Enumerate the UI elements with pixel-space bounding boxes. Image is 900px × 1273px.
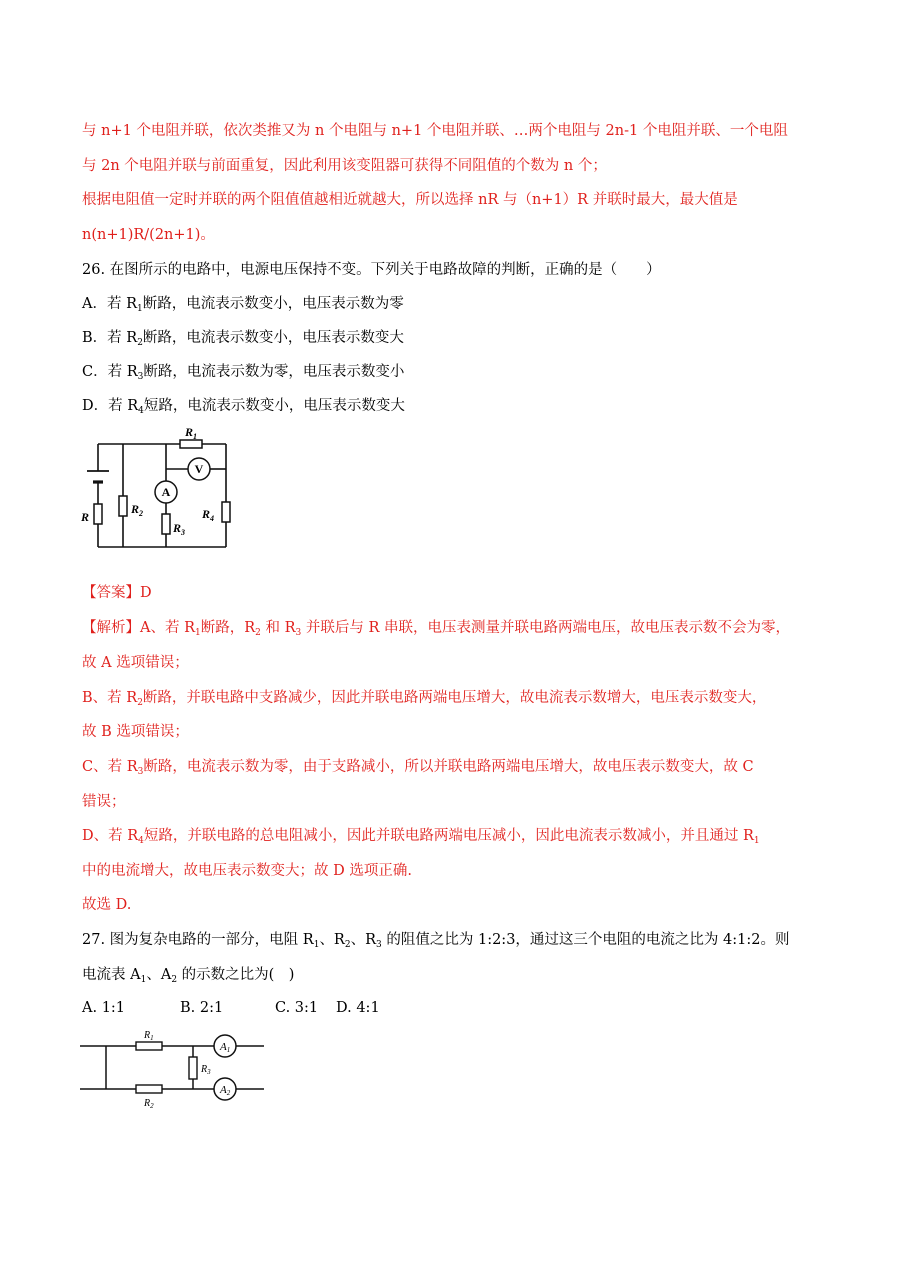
q26-analysis-d-cont: 中的电流增大，故电压表示数变大；故 D 选项正确. [82,863,412,879]
q26-analysis-a-cont: 故 A 选项错误； [82,655,189,671]
q26-option-a: A．若 $R_1$断路，电流表示数变小，电压表示数为零 [82,296,404,314]
q26-analysis-d: D、若 $R_4$短路，并联电路的总电阻减小，因此并联电路两端电压减小，因此电流表示数减小，并且通过 $R_1$ [82,828,760,846]
analysis-continued-line-3: 根据电阻值一定时并联的两个阻值值越相近就越大，所以选择 nR 与（n+1）R 并联时最大，最大值是 [82,192,738,208]
resistor-r1 [136,1042,162,1050]
q26-analysis-c-cont: 错误； [82,794,126,810]
resistor-r4 [222,502,230,522]
q27-option-a: A. 1:1 [82,1000,126,1016]
resistor-r3 [162,514,170,534]
analysis-continued-line-1: 与 n+1 个电阻并联，依次类推又为 n 个电阻与 n+1 个电阻并联、…两个电阻与 2n-1 个电阻并联、一个电阻 [82,123,788,139]
q26-circuit-diagram [78,424,238,556]
analysis-continued-line-2: 与 2n 个电阻并联与前面重复，因此利用该变阻器可获得不同阻值的个数为 n 个； [82,158,607,174]
q26-analysis-b-cont: 故 B 选项错误； [82,724,189,740]
svg-text:R4: $R_4$ [202,507,215,523]
resistor-r3 [189,1057,197,1079]
resistor-r [94,504,102,524]
q27-stem-line-2: 电流表 $A_1$、$A_2$ 的示数之比为( ) [82,967,295,985]
svg-text:R1: $R_1$ [144,1030,154,1042]
q26-option-d: D．若 $R_4$短路，电流表示数变小，电压表示数变大 [82,398,405,416]
svg-text:R2: $R_2$ [144,1098,154,1110]
svg-text:R: R [81,510,90,524]
svg-text:R1: $R_1$ [185,425,198,441]
svg-text:R2: $R_2$ [131,502,144,518]
svg-text:A1: A1 [220,1041,231,1054]
svg-text:A2: A2 [220,1084,231,1097]
resistor-r2 [119,496,127,516]
q26-analysis-a: 【解析】A、若 $R_1$断路，$R_2$ 和 $R_3$ 并联后与 R 串联，电压表测量并联电路两端电压，故电压表示数不会为零， [82,620,791,638]
q27-option-c: C. 3:1 [275,1000,319,1016]
q27-stem-line-1: 27. 图为复杂电路的一部分，电阻 $R_1$、$R_2$、$R_3$ 的阻值之比为 1:2:3，通过这三个电阻的电流之比为 4:1:2。则 [82,932,790,950]
q27-option-d: D. 4:1 [336,1000,380,1016]
resistor-r1 [180,440,202,448]
svg-text:R3: $R_3$ [201,1064,211,1076]
q26-conclusion: 故选 D. [82,897,132,913]
resistor-r2 [136,1085,162,1093]
q26-stem: 26. 在图所示的电路中，电源电压保持不变。下列关于电路故障的判断，正确的是（ ） [82,262,661,278]
q26-option-c: C．若 $R_3$断路，电流表示数为零，电压表示数变小 [82,364,405,382]
q27-circuit-diagram [78,1026,268,1122]
q26-option-b: B．若 $R_2$断路，电流表示数变小，电压表示数变大 [82,330,404,348]
analysis-continued-line-4: n(n+1)R/(2n+1)。 [82,227,215,243]
svg-text:V: V [194,462,204,476]
svg-text:R3: $R_3$ [173,521,186,537]
q26-analysis-c: C、若 $R_3$断路，电流表示数为零，由于支路减小，所以并联电路两端电压增大，故电压表示数变大，故 C [82,759,754,777]
q27-option-b: B. 2:1 [180,1000,224,1016]
svg-text:A: A [161,485,171,499]
q26-analysis-b: B、若 $R_2$断路，并联电路中支路减少，因此并联电路两端电压增大，故电流表示数增大，电压表示数变大， [82,690,767,708]
q26-answer: 【答案】D [82,585,152,601]
